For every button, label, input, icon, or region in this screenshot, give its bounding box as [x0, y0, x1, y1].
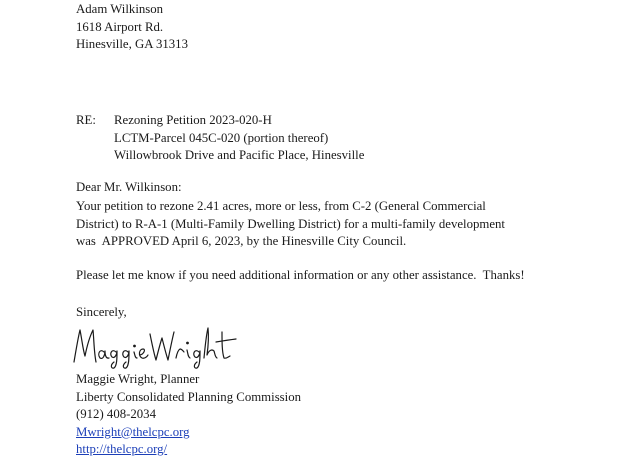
- signer-organization: Liberty Consolidated Planning Commission: [76, 389, 302, 404]
- re-parcel: LCTM-Parcel 045C-020 (portion thereof): [114, 130, 329, 145]
- addressee-street: 1618 Airport Rd.: [76, 19, 164, 34]
- salutation: Dear Mr. Wilkinson:: [76, 180, 182, 194]
- followup-paragraph: Please let me know if you need additional information or any other assistance. Thanks!: [76, 268, 525, 282]
- body-line: District) to R-A-1 (Multi-Family Dwelling District) for a multi-family development: [76, 216, 505, 231]
- addressee-block: [76, 1, 188, 54]
- re-label: RE:: [76, 113, 96, 127]
- signer-email-link[interactable]: Mwright@thelcpc.org: [76, 424, 190, 439]
- signer-website-link[interactable]: http://thelcpc.org/: [76, 442, 168, 456]
- signer-phone: (912) 408-2034: [76, 407, 156, 421]
- re-petition: Rezoning Petition 2023-020-H: [114, 113, 272, 127]
- body-paragraph: [76, 198, 505, 251]
- body-line: was APPROVED April 6, 2023, by the Hinesville City Council.: [76, 234, 407, 248]
- addressee-city: Hinesville, GA 31313: [76, 37, 188, 51]
- addressee-name: Adam Wilkinson: [76, 2, 164, 16]
- signer-block: [76, 371, 301, 459]
- handwritten-signature: [70, 322, 240, 370]
- body-line: Your petition to rezone 2.41 acres, more or less, from C-2 (General Commercial: [76, 199, 486, 213]
- re-location: Willowbrook Drive and Pacific Place, Hinesville: [114, 148, 365, 162]
- closing: Sincerely,: [76, 305, 127, 319]
- re-lines: [114, 112, 364, 165]
- signer-name-title: Maggie Wright, Planner: [76, 372, 200, 386]
